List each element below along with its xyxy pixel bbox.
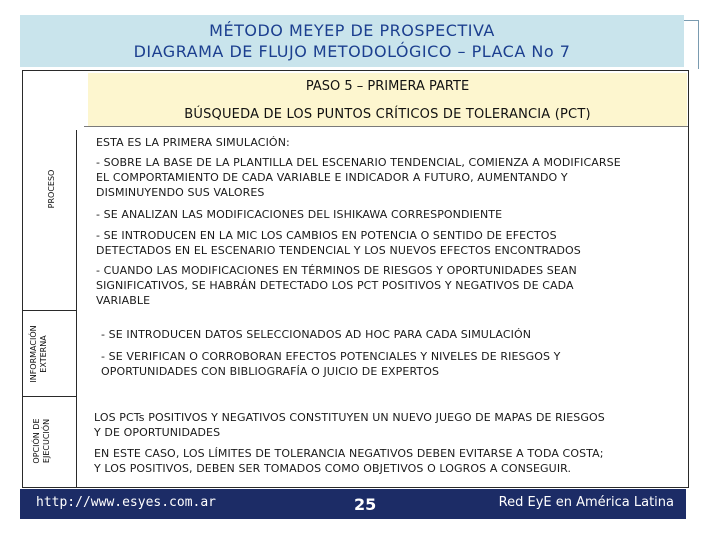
opcion-item-1-line1: LOS PCTs POSITIVOS Y NEGATIVOS CONSTITUYEN UN NUEVO JUEGO DE MAPAS DE RIESGOS — [94, 411, 605, 424]
section-label-opcion — [32, 401, 52, 481]
frame-right-line — [688, 70, 689, 488]
section-label-proceso: PROCESO — [47, 169, 56, 209]
informacion-item-2-line1: - SE VERIFICAN O CORROBORAN EFECTOS POTENCIALES Y NIVELES DE RIESGOS Y — [101, 350, 561, 363]
section-label-informacion — [29, 308, 49, 400]
section-label-opcion-line1: OPCIÓN DE — [32, 418, 41, 464]
step-title: PASO 5 – PRIMERA PARTE — [305, 79, 470, 94]
page-number: 25 — [354, 495, 377, 514]
frame-top-line — [22, 70, 688, 71]
proceso-item-2-line1: - SE ANALIZAN LAS MODIFICACIONES DEL ISHIKAWA CORRESPONDIENTE — [96, 208, 503, 221]
opcion-item-1 — [94, 410, 605, 440]
step-header — [88, 73, 687, 126]
page-title-line2: DIAGRAMA DE FLUJO METODOLÓGICO – PLACA No 7 — [133, 42, 571, 61]
frame-bottom-line — [22, 487, 689, 488]
frame-left-line — [22, 70, 23, 488]
opcion-item-2-line1: EN ESTE CASO, LOS LÍMITES DE TOLERANCIA NEGATIVOS DEBEN EVITARSE A TODA COSTA; — [94, 447, 604, 460]
proceso-item-1 — [96, 155, 621, 200]
proceso-item-3-line2: DETECTADOS EN EL ESCENARIO TENDENCIAL Y LOS NUEVOS EFECTOS ENCONTRADOS — [96, 244, 581, 257]
informacion-item-1-line1: - SE INTRODUCEN DATOS SELECCIONADOS AD HOC PARA CADA SIMULACIÓN — [101, 328, 532, 341]
opcion-item-2 — [94, 446, 604, 476]
informacion-item-2-line2: OPORTUNIDADES CON BIBLIOGRAFÍA O JUICIO DE EXPERTOS — [101, 365, 440, 378]
footer-bar — [20, 489, 686, 519]
footer-organization: Red EyE en América Latina — [498, 495, 674, 510]
informacion-item-2 — [101, 349, 560, 379]
proceso-item-4 — [96, 263, 577, 308]
proceso-item-1-line1: - SOBRE LA BASE DE LA PLANTILLA DEL ESCENARIO TENDENCIAL, COMIENZA A MODIFICARSE — [96, 156, 621, 169]
proceso-item-4-line3: VARIABLE — [96, 294, 151, 307]
label-column-divider — [76, 130, 77, 488]
proceso-item-1-line3: DISMINUYENDO SUS VALORES — [96, 186, 265, 199]
step-bottom-line — [84, 126, 688, 127]
proceso-item-2 — [96, 207, 502, 222]
proceso-item-4-line1: - CUANDO LAS MODIFICACIONES EN TÉRMINOS DE RIESGOS Y OPORTUNIDADES SEAN — [96, 264, 577, 277]
informacion-item-1 — [101, 327, 531, 342]
section-label-informacion-line2: EXTERNA — [39, 335, 48, 373]
opcion-item-1-line2: Y DE OPORTUNIDADES — [94, 426, 221, 439]
title-corner-decoration — [684, 20, 699, 69]
step-subtitle: BÚSQUEDA DE LOS PUNTOS CRÍTICOS DE TOLERANCIA (PCT) — [184, 107, 591, 122]
proceso-item-1-line2: EL COMPORTAMIENTO DE CADA VARIABLE E INDICADOR A FUTURO, AUMENTANDO Y — [96, 171, 568, 184]
proceso-intro: ESTA ES LA PRIMERA SIMULACIÓN: — [96, 136, 290, 149]
proceso-item-4-line2: SIGNIFICATIVOS, SE HABRÁN DETECTADO LOS PCT POSITIVOS Y NEGATIVOS DE CADA — [96, 279, 574, 292]
proceso-item-3 — [96, 228, 581, 258]
proceso-item-3-line1: - SE INTRODUCEN EN LA MIC LOS CAMBIOS EN POTENCIA O SENTIDO DE EFECTOS — [96, 229, 557, 242]
section-label-informacion-line1: INFORMACIÓN — [29, 325, 38, 383]
opcion-item-2-line2: Y LOS POSITIVOS, DEBEN SER TOMADOS COMO OBJETIVOS O LOGROS A CONSEGUIR. — [94, 462, 572, 475]
page-title-line1: MÉTODO MEYEP DE PROSPECTIVA — [209, 21, 495, 40]
footer-url-link[interactable]: http://www.esyes.com.ar — [36, 495, 217, 510]
title-banner — [20, 15, 684, 67]
section-label-opcion-line2: EJECUCIÓN — [42, 418, 51, 464]
